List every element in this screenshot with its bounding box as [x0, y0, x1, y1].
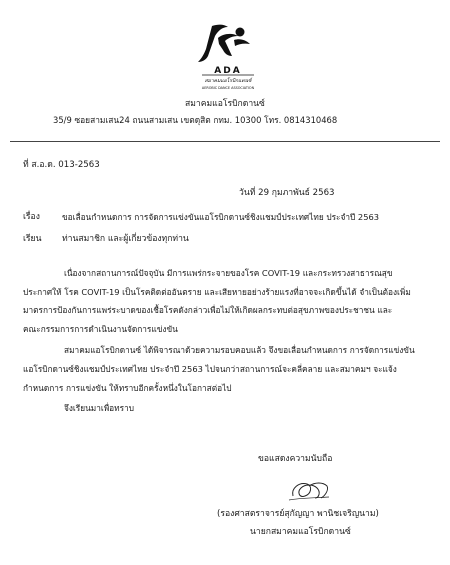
body-line: แอโรบิกดานซ์ชิงแชมป์ประเทศไทย ประจำปี 2563 ไปจนกว่าสถานการณ์จะคลี่คลาย และสมาคมฯ จะแจ้ง	[23, 364, 397, 374]
header-divider	[10, 141, 440, 142]
logo-thai-text: สมาคมแอโรบิกแดนซ์	[204, 78, 252, 84]
logo-english-text: AEROBIC DANCE ASSOCIATION	[201, 86, 255, 90]
subject-text: ขอเลื่อนกำหนดการ การจัดการแข่งขันแอโรบิกดานซ์ชิงแชมป์ประเทศไทย ประจำปี 2563	[62, 212, 380, 222]
body-line: กำหนดการ การแข่งขัน ให้ทราบอีกครั้งหนึ่งในโอกาสต่อไป	[23, 383, 232, 393]
letter-date: วันที่ 29 กุมภาพันธ์ 2563	[239, 188, 335, 198]
body-line: คณะกรรมการการดำเนินงานจัดการแข่งขัน	[23, 324, 178, 334]
body-line: จึงเรียนมาเพื่อทราบ	[64, 403, 135, 413]
reference-number: ที่ ส.อ.ด. 013-2563	[23, 160, 100, 170]
logo-mark-text: ADA	[214, 66, 242, 76]
signer-name: (รองศาสตราจารย์สุกัญญา พานิชเจริญนาม)	[217, 509, 379, 519]
logo-arm	[234, 39, 250, 46]
recipient-text: ท่านสมาชิก และผู้เกี่ยวข้องทุกท่าน	[62, 234, 189, 244]
organization-name: สมาคมแอโรบิกดานซ์	[185, 99, 265, 109]
subject-label: เรื่อง	[23, 212, 40, 222]
handwritten-signature	[287, 478, 331, 504]
body-line: สมาคมแอโรบิกดานซ์ ได้พิจารณาด้วยความรอบคอบแล้ว จึงขอเลื่อนกำหนดการ การจัดการแข่งขัน	[64, 345, 415, 355]
body-line: ประกาศให้ โรค COVIT-19 เป็นโรคติดต่ออันตราย และเสียหายอย่างร้ายแรงที่อาจจะเกิดขึ้นได้ จำเป็นต้องเพิ่ม	[23, 287, 411, 297]
body-line: เนื่องจากสถานการณ์ปัจจุบัน มีการแพร่กระจายของโรค COVIT-19 และกระทรวงสาธารณสุข	[64, 268, 393, 278]
closing-text: ขอแสดงความนับถือ	[258, 454, 333, 464]
association-logo	[188, 22, 268, 92]
logo-head	[236, 28, 245, 37]
signer-title: นายกสมาคมแอโรบิกดานซ์	[250, 527, 351, 537]
body-line: มาตรการป้องกันการแพร่ระบาดของเชื้อโรคดังกล่าวเพื่อไม่ให้เกิดผลกระทบต่อสุขภาพของประชาชน และ	[23, 305, 393, 315]
organization-address: 35/9 ซอยสามเสน24 ถนนสามเสน เขตดุสิต กทม. 10300 โทร. 0814310468	[53, 115, 338, 125]
recipient-label: เรียน	[23, 234, 42, 244]
